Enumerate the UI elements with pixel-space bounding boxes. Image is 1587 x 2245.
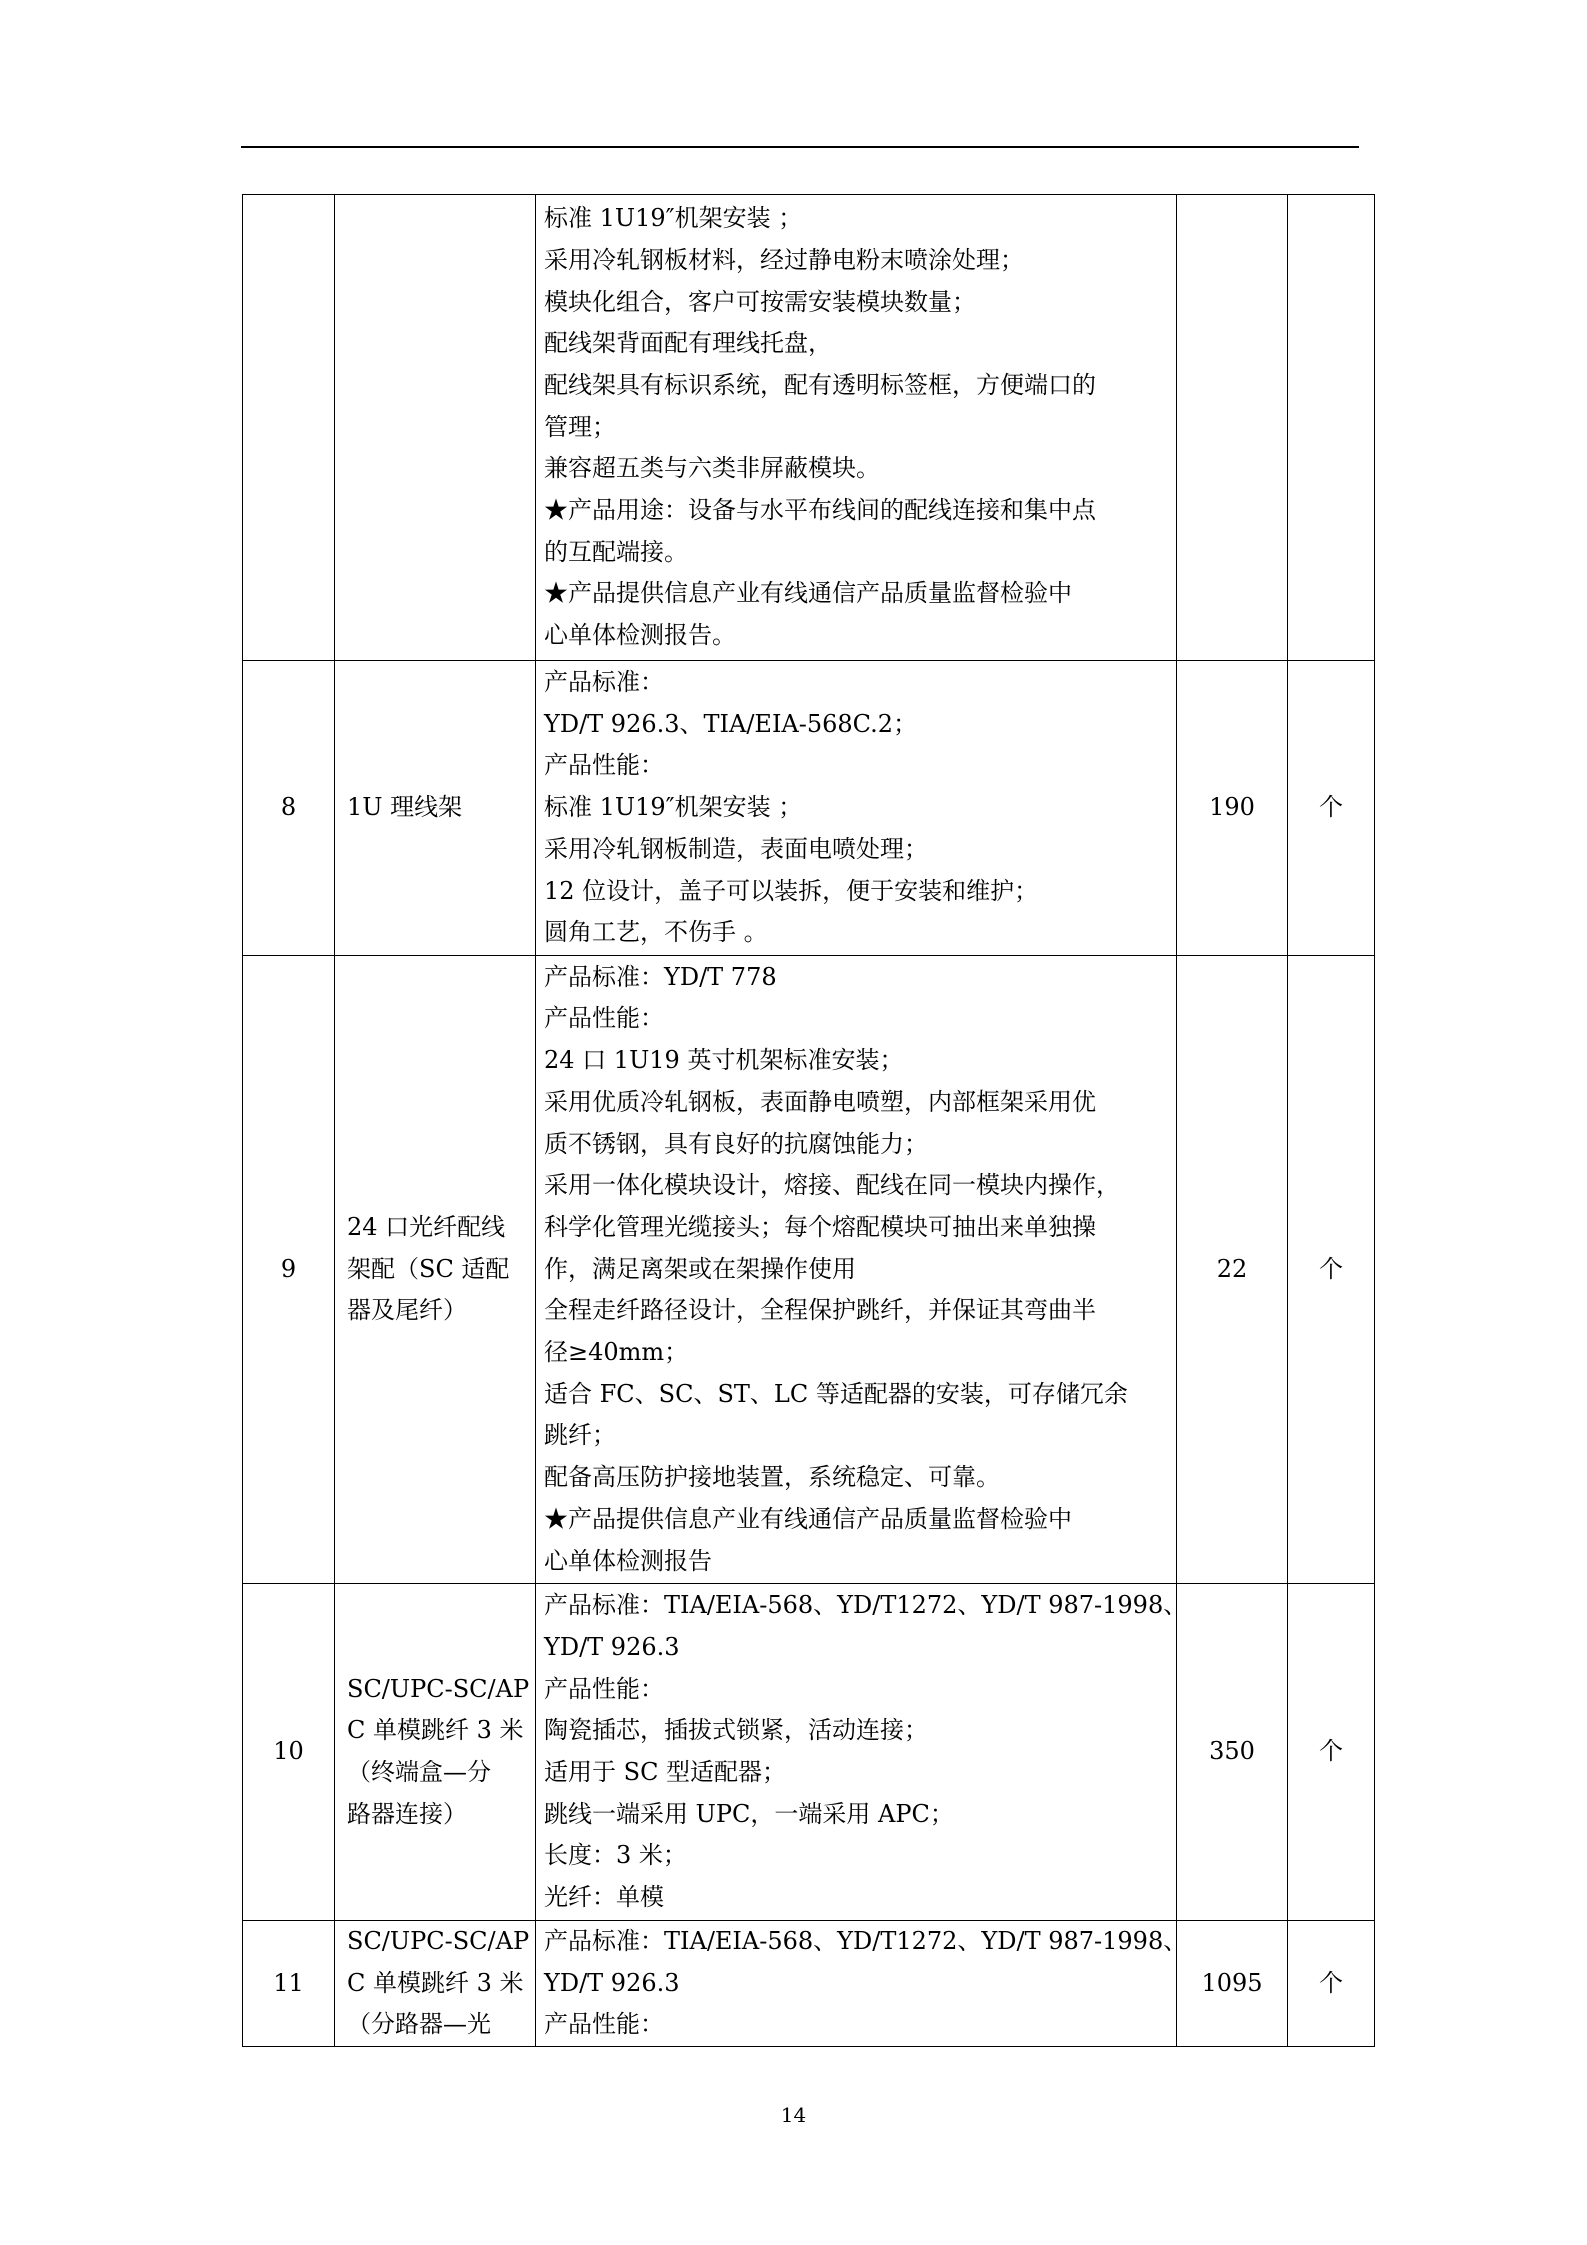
spec-line: 管理； — [544, 412, 616, 441]
table-row — [243, 661, 1375, 956]
table-row — [243, 1921, 1375, 2047]
spec-line: ★产品提供信息产业有线通信产品质量监督检验中 — [544, 1504, 1072, 1533]
spec-line: 产品标准： — [544, 668, 664, 697]
spec-line: 产品标准：TIA/EIA-568、YD/T1272、YD/T 987-1998、 — [544, 1591, 1188, 1620]
spec-line: 标准 1U19″机架安装 ； — [544, 793, 803, 822]
spec-line: 配备高压防护接地装置，系统稳定、可靠。 — [544, 1463, 1000, 1492]
item-unit-cell: 个 — [1288, 661, 1375, 956]
spec-line: 12 位设计，盖子可以装拆，便于安装和维护； — [544, 876, 1039, 905]
item-unit-cell — [1288, 195, 1375, 661]
table-row — [243, 195, 1375, 661]
spec-line: 心单体检测报告 — [544, 1546, 712, 1575]
item-spec-cell — [536, 661, 1177, 956]
item-name-cell — [335, 956, 536, 1584]
item-number-cell — [243, 195, 335, 661]
item-name-line: 24 口光纤配线 — [347, 1212, 506, 1241]
spec-line: 采用一体化模块设计，熔接、配线在同一模块内操作， — [544, 1171, 1120, 1200]
spec-line: 产品性能： — [544, 1004, 664, 1033]
page-number: 14 — [780, 2103, 807, 2127]
spec-line: YD/T 926.3 — [544, 1632, 680, 1661]
item-quantity-cell: 1095 — [1177, 1921, 1288, 2047]
item-name-cell — [335, 1921, 536, 2047]
item-name-line: 1U 理线架 — [347, 793, 463, 822]
item-number-cell: 10 — [243, 1584, 335, 1921]
spec-line: 适用于 SC 型适配器； — [544, 1758, 787, 1786]
spec-line: YD/T 926.3、TIA/EIA-568C.2； — [544, 709, 918, 738]
spec-line: 配线架具有标识系统，配有透明标签框，方便端口的 — [544, 370, 1096, 399]
item-spec-cell — [536, 1921, 1188, 2047]
spec-line: 产品性能： — [544, 1674, 664, 1703]
spec-line: YD/T 926.3 — [544, 1968, 680, 1997]
spec-line: 模块化组合，客户可按需安装模块数量； — [544, 287, 976, 316]
item-number-cell: 11 — [243, 1921, 335, 2047]
spec-line: 产品性能： — [544, 751, 664, 780]
spec-line: 跳线一端采用 UPC，一端采用 APC； — [544, 1799, 954, 1828]
item-name-cell — [335, 195, 536, 661]
item-name-line: 器及尾纤） — [347, 1296, 467, 1325]
spec-line: 的互配端接。 — [544, 537, 688, 566]
spec-line: ★产品提供信息产业有线通信产品质量监督检验中 — [544, 579, 1072, 608]
spec-line: 采用优质冷轧钢板，表面静电喷塑，内部框架采用优 — [544, 1087, 1096, 1116]
spec-line: 径≥40mm； — [544, 1338, 689, 1367]
spec-line: 全程走纤路径设计，全程保护跳纤，并保证其弯曲半 — [544, 1296, 1096, 1325]
spec-line: 采用冷轧钢板制造，表面电喷处理； — [544, 834, 928, 863]
item-quantity-cell — [1177, 195, 1288, 661]
spec-line: 产品标准：YD/T 778 — [544, 962, 777, 991]
item-unit-cell: 个 — [1288, 956, 1375, 1584]
item-name-cell — [335, 1584, 536, 1921]
spec-line: 产品标准：TIA/EIA-568、YD/T1272、YD/T 987-1998、 — [544, 1927, 1188, 1955]
spec-line: 科学化管理光缆接头；每个熔配模块可抽出来单独操 — [544, 1212, 1096, 1241]
spec-line: 产品性能： — [544, 2010, 664, 2039]
table-row — [243, 1584, 1375, 1921]
item-spec-cell — [536, 195, 1177, 661]
item-name-line: 架配（SC 适配 — [347, 1254, 510, 1283]
spec-line: 兼容超五类与六类非屏蔽模块。 — [544, 454, 880, 483]
item-quantity-cell: 22 — [1177, 956, 1288, 1584]
spec-table — [242, 194, 1375, 2047]
item-quantity-cell: 190 — [1177, 661, 1288, 956]
spec-line: 陶瓷插芯，插拔式锁紧，活动连接； — [544, 1716, 928, 1745]
spec-line: 长度：3 米； — [544, 1841, 687, 1870]
spec-line: 24 口 1U19 英寸机架标准安装； — [544, 1046, 904, 1075]
item-number-cell: 9 — [243, 956, 335, 1584]
spec-line: 采用冷轧钢板材料，经过静电粉末喷涂处理； — [544, 245, 1024, 274]
spec-line: 心单体检测报告。 — [544, 621, 736, 650]
spec-line: 配线架背面配有理线托盘， — [544, 329, 832, 358]
item-unit-cell: 个 — [1288, 1921, 1375, 2047]
item-spec-cell — [536, 1584, 1188, 1921]
spec-line: 质不锈钢，具有良好的抗腐蚀能力； — [544, 1129, 928, 1158]
header-rule — [241, 146, 1359, 148]
spec-line: 作，满足离架或在架操作使用 — [544, 1254, 856, 1283]
spec-line: ★产品用途：设备与水平布线间的配线连接和集中点 — [544, 496, 1096, 525]
item-name-line: C 单模跳纤 3 米 — [347, 1968, 524, 1997]
item-quantity-cell: 350 — [1177, 1584, 1288, 1921]
spec-line: 适合 FC、SC、ST、LC 等适配器的安装，可存储冗余 — [544, 1379, 1128, 1408]
item-unit-cell: 个 — [1288, 1584, 1375, 1921]
item-name-line: C 单模跳纤 3 米 — [347, 1716, 524, 1745]
item-name-cell — [335, 661, 536, 956]
spec-table-body — [243, 195, 1375, 2047]
spec-line: 光纤：单模 — [544, 1883, 664, 1912]
item-spec-cell — [536, 956, 1177, 1584]
table-row — [243, 956, 1375, 1584]
item-number-cell: 8 — [243, 661, 335, 956]
spec-line: 圆角工艺，不伤手 。 — [544, 918, 768, 947]
item-name-line: （终端盒—分 — [347, 1758, 491, 1786]
item-name-line: SC/UPC-SC/AP — [347, 1927, 530, 1955]
spec-line: 跳纤； — [544, 1421, 616, 1450]
item-name-line: 路器连接） — [347, 1799, 467, 1828]
item-name-line: （分路器—光 — [347, 2010, 491, 2039]
spec-line: 标准 1U19″机架安装 ； — [544, 204, 803, 233]
item-name-line: SC/UPC-SC/AP — [347, 1674, 530, 1703]
